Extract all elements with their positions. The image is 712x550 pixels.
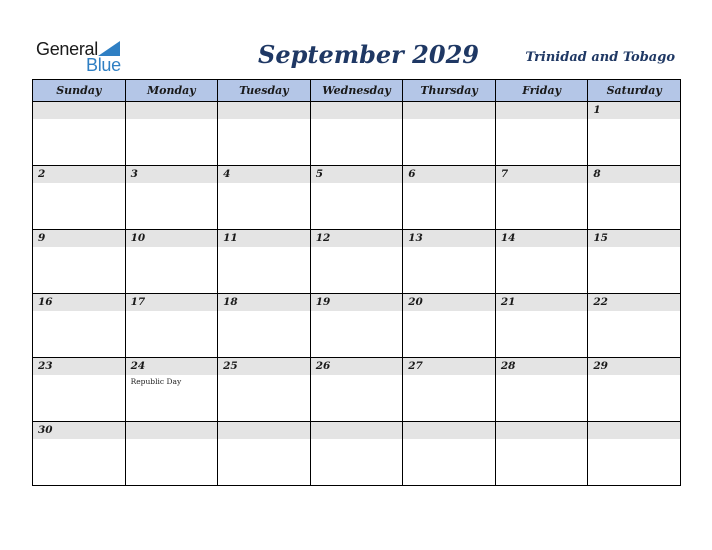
day-cell xyxy=(125,294,218,358)
day-number: 28 xyxy=(500,360,516,372)
day-cell xyxy=(495,422,588,486)
day-number-strip xyxy=(311,102,403,119)
day-cell xyxy=(125,102,218,166)
day-number: 8 xyxy=(593,168,601,180)
day-number: 23 xyxy=(38,360,53,372)
day-cell xyxy=(33,422,126,486)
day-cell xyxy=(218,294,311,358)
calendar-body xyxy=(33,102,681,486)
day-number-strip xyxy=(218,230,310,247)
day-number-strip xyxy=(33,422,125,439)
day-number: 10 xyxy=(130,232,146,244)
day-number-strip xyxy=(218,102,310,119)
day-cell xyxy=(33,358,126,422)
day-cell xyxy=(588,230,681,294)
day-number-strip xyxy=(403,358,495,375)
week-row xyxy=(33,166,681,230)
day-cell xyxy=(495,102,588,166)
day-cell xyxy=(495,294,588,358)
weekday-friday: Friday xyxy=(495,80,588,102)
day-number: 1 xyxy=(593,104,601,116)
day-number: 16 xyxy=(38,296,53,308)
day-cell xyxy=(33,294,126,358)
day-number: 13 xyxy=(408,232,423,244)
day-number-strip xyxy=(403,166,495,183)
day-number-strip xyxy=(403,230,495,247)
day-number-strip xyxy=(496,230,588,247)
day-number: 26 xyxy=(315,360,331,372)
day-number: 2 xyxy=(38,168,46,180)
day-number-strip xyxy=(588,358,680,375)
day-number-strip xyxy=(496,102,588,119)
weekday-wednesday: Wednesday xyxy=(310,80,403,102)
day-number-strip xyxy=(311,422,403,439)
day-cell xyxy=(403,358,496,422)
day-number-strip xyxy=(33,358,125,375)
day-number: 7 xyxy=(500,168,509,180)
day-number-strip xyxy=(126,294,218,311)
day-number: 30 xyxy=(38,424,53,436)
day-number: 9 xyxy=(38,232,46,244)
day-number: 3 xyxy=(130,168,138,180)
day-number-strip xyxy=(311,230,403,247)
day-cell xyxy=(403,102,496,166)
logo-triangle-icon xyxy=(98,41,120,56)
day-number-strip xyxy=(496,294,588,311)
day-number: 6 xyxy=(408,168,416,180)
logo-word-blue: Blue xyxy=(86,55,121,75)
day-cell xyxy=(588,166,681,230)
weekday-thursday: Thursday xyxy=(403,80,496,102)
day-cell xyxy=(125,230,218,294)
day-number-strip xyxy=(311,294,403,311)
weekday-tuesday: Tuesday xyxy=(218,80,311,102)
calendar-title: September 2029 xyxy=(258,40,479,69)
day-cell xyxy=(218,166,311,230)
country-label: Trinidad and Tobago xyxy=(525,50,675,65)
day-number: 17 xyxy=(130,296,146,308)
day-cell xyxy=(33,230,126,294)
day-number-strip xyxy=(126,230,218,247)
week-row xyxy=(33,422,681,486)
day-number-strip xyxy=(311,166,403,183)
day-cell xyxy=(403,422,496,486)
day-number-strip xyxy=(588,230,680,247)
day-number-strip xyxy=(496,358,588,375)
week-row xyxy=(33,358,681,422)
month-calendar-grid xyxy=(32,79,681,486)
day-cell xyxy=(310,102,403,166)
day-cell xyxy=(310,230,403,294)
holiday-label: Republic Day xyxy=(130,377,182,386)
day-number-strip xyxy=(588,422,680,439)
day-number: 19 xyxy=(315,296,331,308)
day-number-strip xyxy=(311,358,403,375)
week-row xyxy=(33,230,681,294)
day-number-strip xyxy=(33,294,125,311)
day-number-strip xyxy=(126,166,218,183)
day-cell xyxy=(33,102,126,166)
day-number: 29 xyxy=(593,360,608,372)
day-number-strip xyxy=(588,102,680,119)
day-cell xyxy=(218,358,311,422)
day-cell xyxy=(125,166,218,230)
day-number: 24 xyxy=(130,360,146,372)
generalblue-logo xyxy=(36,39,136,75)
day-number-strip xyxy=(126,422,218,439)
day-number-strip xyxy=(403,294,495,311)
weekday-header-row xyxy=(33,80,681,102)
logo-word-general: General xyxy=(36,39,98,59)
day-number: 18 xyxy=(223,296,238,308)
day-number: 5 xyxy=(315,168,323,180)
day-number-strip xyxy=(33,166,125,183)
day-number-strip xyxy=(218,166,310,183)
day-number: 14 xyxy=(500,232,516,244)
weekday-saturday: Saturday xyxy=(588,80,681,102)
week-row xyxy=(33,102,681,166)
day-number: 20 xyxy=(408,296,423,308)
day-number: 12 xyxy=(315,232,331,244)
day-cell xyxy=(125,422,218,486)
day-number: 27 xyxy=(408,360,423,372)
day-cell xyxy=(403,230,496,294)
day-number-strip xyxy=(218,294,310,311)
day-number: 21 xyxy=(500,296,516,308)
day-cell xyxy=(218,102,311,166)
day-cell xyxy=(403,294,496,358)
day-cell xyxy=(495,230,588,294)
day-number-strip xyxy=(496,166,588,183)
day-number-strip xyxy=(496,422,588,439)
day-cell xyxy=(403,166,496,230)
week-row xyxy=(33,294,681,358)
day-number-strip xyxy=(588,294,680,311)
day-cell xyxy=(33,166,126,230)
day-cell xyxy=(218,230,311,294)
day-cell xyxy=(588,294,681,358)
day-number-strip xyxy=(588,166,680,183)
day-cell xyxy=(310,358,403,422)
day-number-strip xyxy=(33,102,125,119)
day-cell xyxy=(588,358,681,422)
weekday-sunday: Sunday xyxy=(33,80,126,102)
day-number-strip xyxy=(218,358,310,375)
day-number: 15 xyxy=(593,232,608,244)
day-number-strip xyxy=(126,358,218,375)
day-number-strip xyxy=(403,422,495,439)
day-number-strip xyxy=(33,230,125,247)
day-cell xyxy=(495,166,588,230)
day-cell xyxy=(125,358,218,422)
day-cell xyxy=(495,358,588,422)
day-cell xyxy=(588,102,681,166)
day-number: 22 xyxy=(593,296,608,308)
day-number-strip xyxy=(218,422,310,439)
day-cell xyxy=(310,422,403,486)
day-cell xyxy=(588,422,681,486)
day-number: 11 xyxy=(223,232,238,244)
day-number-strip xyxy=(126,102,218,119)
day-number: 4 xyxy=(223,168,231,180)
weekday-monday: Monday xyxy=(125,80,218,102)
day-cell xyxy=(310,294,403,358)
day-number-strip xyxy=(403,102,495,119)
day-number: 25 xyxy=(223,360,238,372)
day-cell xyxy=(218,422,311,486)
day-cell xyxy=(310,166,403,230)
